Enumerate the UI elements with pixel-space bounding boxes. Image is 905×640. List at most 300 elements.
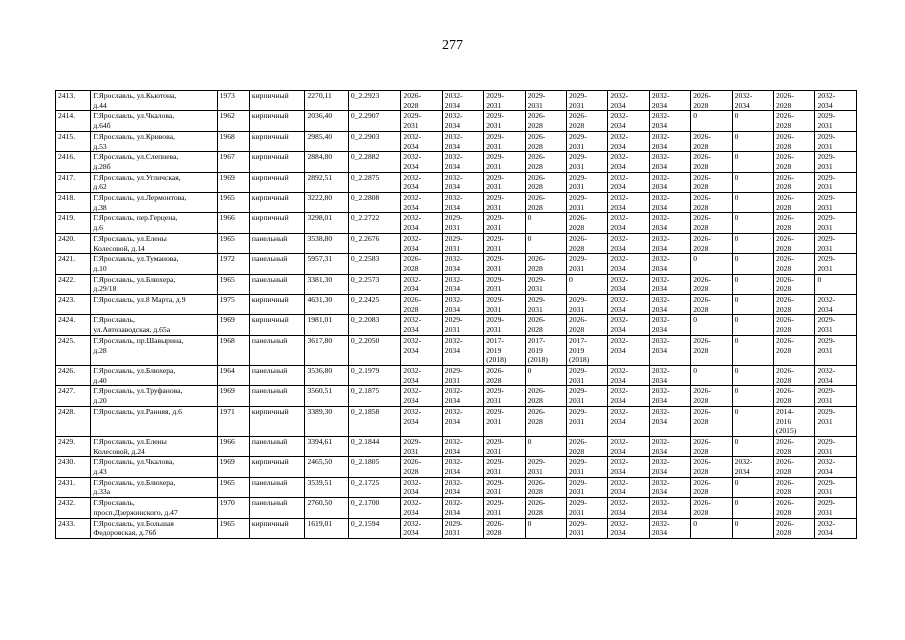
work-period-line: 0 bbox=[734, 233, 739, 243]
work-period-line: 2014- bbox=[776, 406, 794, 416]
build-year-line: 1972 bbox=[219, 254, 235, 264]
work-period-line: 2029- bbox=[569, 518, 587, 528]
work-period-line: 2034 bbox=[610, 487, 626, 497]
address bbox=[91, 315, 217, 335]
work-period bbox=[401, 91, 442, 111]
wall-material-line: кирпичный bbox=[251, 213, 289, 223]
address bbox=[91, 498, 217, 518]
row-number-line: 2432. bbox=[58, 498, 76, 508]
work-period-line: 2026- bbox=[693, 335, 711, 345]
work-period bbox=[732, 386, 773, 406]
work-period-line: 2032- bbox=[444, 111, 463, 121]
address-line: Г.Ярославль, ул.Ранняя, д.6 bbox=[93, 406, 182, 416]
work-period bbox=[525, 386, 566, 406]
table-row bbox=[56, 152, 857, 172]
work-period bbox=[815, 274, 857, 294]
work-period-line: 2034 bbox=[403, 141, 419, 151]
wall-material-line: панельный bbox=[251, 436, 288, 446]
work-period bbox=[691, 172, 732, 192]
build-year bbox=[217, 477, 249, 497]
work-period-line: 2029- bbox=[486, 111, 504, 121]
work-period bbox=[691, 213, 732, 233]
address bbox=[91, 213, 217, 233]
work-period-line: 0 bbox=[527, 213, 532, 223]
work-period-line: 2032- bbox=[403, 477, 422, 487]
work-period-line: 2032- bbox=[651, 233, 670, 243]
work-period-line: 2029- bbox=[817, 436, 836, 446]
build-year-line: 1969 bbox=[219, 172, 235, 182]
work-period bbox=[815, 213, 857, 233]
work-period-line: 2032- bbox=[651, 131, 670, 141]
work-period-line: 2034 bbox=[444, 284, 460, 294]
work-period-line: 2026- bbox=[403, 295, 422, 305]
work-period-line: 2029- bbox=[486, 498, 504, 508]
work-period-line: 2026- bbox=[486, 365, 504, 375]
work-period-line: 2029- bbox=[569, 457, 587, 467]
work-period-line: 2032- bbox=[444, 193, 463, 203]
work-period-line: 2032- bbox=[610, 498, 629, 508]
work-period-line: 2026- bbox=[776, 254, 794, 264]
work-period bbox=[525, 91, 566, 111]
work-period-line: 2029- bbox=[569, 254, 587, 264]
work-period bbox=[525, 518, 566, 538]
work-period-line: 2028 bbox=[403, 304, 419, 314]
row-number bbox=[56, 193, 91, 213]
work-period bbox=[567, 477, 608, 497]
work-period bbox=[608, 315, 649, 335]
work-period-line: 2028 bbox=[693, 416, 709, 426]
work-period bbox=[774, 335, 815, 365]
work-period bbox=[608, 335, 649, 365]
total-area bbox=[305, 172, 348, 192]
work-period bbox=[608, 131, 649, 151]
address-line: Г.Ярославль, ул.Туманова, bbox=[93, 254, 179, 264]
work-period-line: 2031 bbox=[569, 263, 585, 273]
work-period-line: 2029- bbox=[817, 477, 836, 487]
work-period-line: 2028 bbox=[776, 284, 792, 294]
work-period-line: (2018) bbox=[486, 355, 507, 365]
work-period bbox=[401, 335, 442, 365]
table-row bbox=[56, 131, 857, 151]
work-period bbox=[525, 365, 566, 385]
total-area-line: 3539,51 bbox=[307, 477, 333, 487]
work-period bbox=[649, 193, 690, 213]
work-period-line: 2032- bbox=[444, 457, 463, 467]
work-period bbox=[774, 233, 815, 253]
work-period-line: 0 bbox=[734, 498, 739, 508]
work-period-line: 2026- bbox=[776, 193, 794, 203]
work-period bbox=[774, 172, 815, 192]
row-number-line: 2433. bbox=[58, 518, 76, 528]
work-period bbox=[608, 193, 649, 213]
wall-material-line: панельный bbox=[251, 254, 288, 264]
row-number bbox=[56, 436, 91, 456]
build-year bbox=[217, 91, 249, 111]
work-period bbox=[484, 365, 525, 385]
work-period-line: (2018) bbox=[569, 355, 590, 365]
work-period bbox=[525, 274, 566, 294]
build-year-line: 1969 bbox=[219, 315, 235, 325]
work-period-line: 2029- bbox=[486, 406, 504, 416]
work-period bbox=[691, 91, 732, 111]
work-period bbox=[732, 254, 773, 274]
work-period-line: 2032- bbox=[817, 365, 836, 375]
wall-material bbox=[249, 111, 305, 131]
address-line: Г.Ярославль, ул.Блюхера, bbox=[93, 365, 176, 375]
work-period-line: 2026- bbox=[776, 457, 794, 467]
work-period-line: 2026- bbox=[527, 254, 546, 264]
work-period bbox=[484, 193, 525, 213]
row-number bbox=[56, 315, 91, 335]
address-line: д.28б bbox=[93, 161, 111, 171]
address bbox=[91, 477, 217, 497]
work-period-line: 2031 bbox=[817, 507, 833, 517]
work-period-line: 2034 bbox=[403, 161, 419, 171]
work-period-line: 2028 bbox=[693, 446, 709, 456]
work-period-line: 2034 bbox=[651, 263, 668, 273]
row-number bbox=[56, 233, 91, 253]
work-period-line: 2034 bbox=[403, 243, 419, 253]
address-line: д.29/18 bbox=[93, 284, 117, 294]
work-period-line: 2034 bbox=[651, 182, 668, 192]
work-period-line: 2031 bbox=[817, 121, 833, 131]
work-period bbox=[774, 477, 815, 497]
work-period-line: 2032- bbox=[651, 477, 670, 487]
table-row bbox=[56, 213, 857, 233]
table-row bbox=[56, 172, 857, 192]
work-period-line: 2034 bbox=[610, 528, 626, 538]
build-year-line: 1964 bbox=[219, 365, 235, 375]
work-period bbox=[608, 274, 649, 294]
work-period-line: 2034 bbox=[444, 507, 460, 517]
building-code-line: 0_2.1700 bbox=[350, 498, 380, 508]
wall-material bbox=[249, 295, 305, 315]
address-line: Г.Ярославль, ул.Кьютона, bbox=[93, 91, 177, 100]
work-period-line: 2031 bbox=[444, 375, 460, 385]
work-period-line: 2028 bbox=[527, 507, 543, 517]
row-number bbox=[56, 274, 91, 294]
work-period-line: 2028 bbox=[486, 528, 502, 538]
work-period bbox=[649, 91, 690, 111]
work-period-line: 2029- bbox=[569, 295, 587, 305]
work-period-line: 2026- bbox=[693, 152, 711, 162]
work-period-line: 0 bbox=[734, 477, 739, 487]
work-period-line: 2034 bbox=[651, 375, 668, 385]
work-period-line: 2034 bbox=[403, 396, 419, 406]
work-period-line: 2026- bbox=[693, 406, 711, 416]
building-code bbox=[348, 518, 401, 538]
work-period-line: 2031 bbox=[527, 467, 543, 477]
work-period-line: 2028 bbox=[403, 467, 419, 477]
work-period-line: 2032- bbox=[403, 406, 422, 416]
work-period-line: 2034 bbox=[610, 223, 626, 233]
work-period-line: 2034 bbox=[610, 202, 626, 212]
total-area-line: 2270,11 bbox=[307, 91, 332, 100]
work-period bbox=[774, 131, 815, 151]
work-period-line: 2028 bbox=[693, 182, 709, 192]
work-period bbox=[774, 274, 815, 294]
wall-material bbox=[249, 365, 305, 385]
work-period-line: 2034 bbox=[817, 528, 833, 538]
row-number-line: 2431. bbox=[58, 477, 76, 487]
work-period bbox=[608, 91, 649, 111]
work-period-line: 2034 bbox=[444, 487, 460, 497]
total-area-line: 3617,80 bbox=[307, 335, 333, 345]
work-period-line: 2026- bbox=[527, 172, 546, 182]
work-period-line: 2032- bbox=[610, 233, 629, 243]
work-period-line: 2028 bbox=[486, 375, 502, 385]
work-period bbox=[525, 406, 566, 436]
building-code-line: 0_2.1844 bbox=[350, 436, 380, 446]
work-period-line: 2034 bbox=[651, 304, 668, 314]
work-period-line: 2031 bbox=[817, 182, 833, 192]
work-period-line: 2032- bbox=[817, 91, 836, 100]
work-period-line: 2028 bbox=[693, 202, 709, 212]
address-line: Г.Ярославль, ул.Лермонтова, bbox=[93, 193, 187, 203]
work-period bbox=[567, 436, 608, 456]
wall-material bbox=[249, 477, 305, 497]
address-line: Г.Ярославль, ул.Чкалова, bbox=[93, 457, 175, 467]
work-period-line: 2034 bbox=[610, 507, 626, 517]
work-period-line: 2029- bbox=[569, 386, 587, 396]
work-period-line: 2032- bbox=[610, 152, 629, 162]
work-period bbox=[401, 193, 442, 213]
work-period-line: 2031 bbox=[486, 446, 502, 456]
address bbox=[91, 335, 217, 365]
work-period-line: 2034 bbox=[817, 304, 833, 314]
work-period bbox=[608, 386, 649, 406]
build-year bbox=[217, 335, 249, 365]
work-period-line: 2029- bbox=[403, 111, 422, 121]
work-period-line: 2034 bbox=[610, 161, 626, 171]
work-period-line: 2031 bbox=[486, 507, 502, 517]
work-period-line: 2029- bbox=[817, 131, 836, 141]
work-period-line: 2031 bbox=[486, 141, 502, 151]
work-period-line: 2032- bbox=[651, 152, 670, 162]
work-period bbox=[774, 295, 815, 315]
work-period bbox=[649, 315, 690, 335]
wall-material-line: панельный bbox=[251, 233, 288, 243]
wall-material bbox=[249, 518, 305, 538]
building-code-line: 0_2.2808 bbox=[350, 193, 380, 203]
work-period-line: 2026- bbox=[527, 111, 546, 121]
work-period bbox=[442, 91, 483, 111]
wall-material-line: панельный bbox=[251, 386, 288, 396]
work-period-line: 2029- bbox=[817, 172, 836, 182]
address-line: д.33а bbox=[93, 487, 111, 497]
work-period-line: 2032- bbox=[651, 498, 670, 508]
work-period-line: 2034 bbox=[403, 528, 419, 538]
work-period-line: 2028 bbox=[693, 345, 709, 355]
work-period-line: 2031 bbox=[486, 304, 502, 314]
work-period-line: 2026- bbox=[776, 295, 794, 305]
work-period-line: 2029- bbox=[486, 91, 504, 100]
row-number bbox=[56, 518, 91, 538]
work-period-line: 2031 bbox=[569, 375, 585, 385]
total-area bbox=[305, 233, 348, 253]
row-number-line: 2422. bbox=[58, 274, 76, 284]
work-period-line: 2032- bbox=[403, 274, 422, 284]
work-period bbox=[567, 457, 608, 477]
work-period-line: 2031 bbox=[569, 304, 585, 314]
work-period bbox=[567, 518, 608, 538]
work-period bbox=[442, 518, 483, 538]
work-period bbox=[484, 295, 525, 315]
work-period bbox=[732, 91, 773, 111]
work-period-line: 2029- bbox=[569, 498, 587, 508]
row-number bbox=[56, 457, 91, 477]
work-period-line: 2031 bbox=[444, 223, 460, 233]
work-period bbox=[401, 498, 442, 518]
row-number-line: 2421. bbox=[58, 254, 76, 264]
build-year-line: 1965 bbox=[219, 193, 235, 203]
work-period-line: 2034 bbox=[444, 161, 460, 171]
build-year bbox=[217, 365, 249, 385]
work-period-line: 2028 bbox=[693, 223, 709, 233]
work-period-line: 2026- bbox=[693, 91, 711, 100]
address-line: д.28 bbox=[93, 345, 107, 355]
work-period-line: 2028 bbox=[527, 161, 543, 171]
work-period-line: 2034 bbox=[651, 202, 668, 212]
work-period-line: 2032- bbox=[610, 406, 629, 416]
work-period-line: 2031 bbox=[527, 284, 543, 294]
total-area-line: 3538,80 bbox=[307, 233, 333, 243]
wall-material bbox=[249, 274, 305, 294]
work-period-line: 2034 bbox=[610, 396, 626, 406]
row-number bbox=[56, 477, 91, 497]
total-area-line: 4631,30 bbox=[307, 295, 333, 305]
work-period bbox=[484, 335, 525, 365]
work-period bbox=[525, 498, 566, 518]
work-period bbox=[649, 295, 690, 315]
address bbox=[91, 457, 217, 477]
work-period-line: 2031 bbox=[403, 446, 419, 456]
work-period-line: 2031 bbox=[486, 284, 502, 294]
work-period-line: 2028 bbox=[776, 182, 792, 192]
building-code bbox=[348, 213, 401, 233]
work-period-line: 2031 bbox=[486, 243, 502, 253]
work-period bbox=[732, 436, 773, 456]
work-period-line: 2028 bbox=[569, 223, 585, 233]
build-year bbox=[217, 436, 249, 456]
work-period-line: 2029- bbox=[817, 213, 836, 223]
work-period-line: 2029- bbox=[486, 233, 504, 243]
work-period-line: 2034 bbox=[651, 446, 668, 456]
work-period bbox=[567, 335, 608, 365]
total-area bbox=[305, 477, 348, 497]
work-period-line: 2034 bbox=[403, 487, 419, 497]
work-period bbox=[401, 213, 442, 233]
work-period bbox=[608, 254, 649, 274]
work-period-line: 2028 bbox=[776, 467, 792, 477]
table-row bbox=[56, 457, 857, 477]
work-period-line: 2029- bbox=[486, 436, 504, 446]
work-period-line: 2032- bbox=[403, 518, 422, 528]
work-period bbox=[484, 213, 525, 233]
total-area bbox=[305, 386, 348, 406]
row-number bbox=[56, 498, 91, 518]
work-period-line: 0 bbox=[734, 131, 739, 141]
work-period-line: 2034 bbox=[444, 416, 460, 426]
total-area-line: 3560,51 bbox=[307, 386, 333, 396]
work-period bbox=[691, 518, 732, 538]
total-area bbox=[305, 152, 348, 172]
work-period-line: 2031 bbox=[486, 100, 502, 110]
work-period-line: 2028 bbox=[403, 263, 419, 273]
building-code bbox=[348, 477, 401, 497]
work-period-line: 2029- bbox=[817, 315, 836, 325]
work-period-line: 2034 bbox=[444, 121, 460, 131]
work-period bbox=[774, 111, 815, 131]
work-period bbox=[649, 233, 690, 253]
work-period bbox=[484, 111, 525, 131]
total-area-line: 1619,01 bbox=[307, 518, 333, 528]
row-number bbox=[56, 254, 91, 274]
total-area-line: 2892,51 bbox=[307, 172, 333, 182]
work-period bbox=[567, 233, 608, 253]
row-number-line: 2416. bbox=[58, 152, 76, 162]
work-period-line: 2034 bbox=[610, 284, 626, 294]
work-period bbox=[732, 335, 773, 365]
work-period-line: 2031 bbox=[444, 325, 460, 335]
work-period-line: 2034 bbox=[610, 446, 626, 456]
work-period bbox=[484, 436, 525, 456]
work-period bbox=[484, 91, 525, 111]
work-period-line: 2026- bbox=[776, 477, 794, 487]
work-period-line: 2028 bbox=[776, 100, 792, 110]
building-code-line: 0_2.2923 bbox=[350, 91, 380, 100]
building-code-line: 0_2.1805 bbox=[350, 457, 380, 467]
work-period-line: 2026- bbox=[403, 91, 422, 100]
wall-material-line: кирпичный bbox=[251, 193, 289, 203]
address-line: ул.Автозаводская, д.65а bbox=[93, 325, 171, 335]
work-period bbox=[691, 335, 732, 365]
work-period-line: 0 bbox=[734, 172, 739, 182]
work-period-line: 2026- bbox=[527, 315, 546, 325]
work-period bbox=[608, 233, 649, 253]
work-period bbox=[525, 335, 566, 365]
building-code-line: 0_2.2903 bbox=[350, 131, 380, 141]
work-period-line: 2034 bbox=[610, 467, 626, 477]
work-period-line: 2032- bbox=[610, 131, 629, 141]
work-period-line: 2026- bbox=[527, 152, 546, 162]
wall-material bbox=[249, 91, 305, 111]
work-period-line: 2029- bbox=[569, 152, 587, 162]
work-period bbox=[442, 193, 483, 213]
work-period bbox=[442, 365, 483, 385]
build-year bbox=[217, 498, 249, 518]
work-period bbox=[525, 295, 566, 315]
work-period-line: 2029- bbox=[569, 172, 587, 182]
work-period-line: 2029- bbox=[569, 365, 587, 375]
work-period-line: 2029- bbox=[486, 152, 504, 162]
work-period bbox=[567, 131, 608, 151]
row-number bbox=[56, 213, 91, 233]
address bbox=[91, 193, 217, 213]
work-period bbox=[815, 193, 857, 213]
work-period bbox=[815, 131, 857, 151]
work-period-line: 2032- bbox=[610, 295, 629, 305]
work-period bbox=[525, 457, 566, 477]
row-number-line: 2428. bbox=[58, 406, 76, 416]
address-line: Колесовой, д.14 bbox=[93, 243, 145, 253]
work-period-line: 2032- bbox=[444, 274, 463, 284]
work-period bbox=[774, 152, 815, 172]
work-period-line: 2017- bbox=[569, 335, 587, 345]
work-period-line: 2028 bbox=[527, 182, 543, 192]
wall-material-line: панельный bbox=[251, 477, 288, 487]
work-period-line: 0 bbox=[734, 436, 739, 446]
